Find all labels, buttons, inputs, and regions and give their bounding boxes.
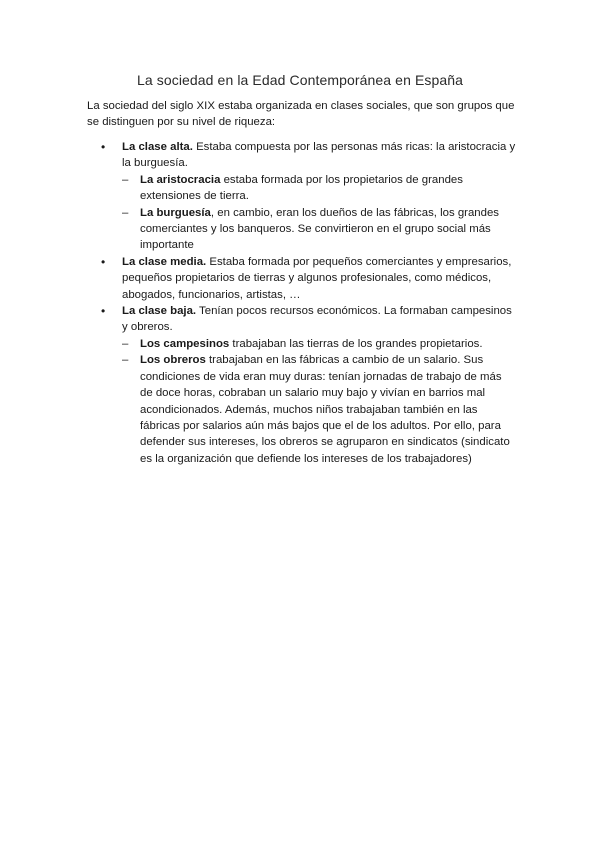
- item-text: Estaba compuesta por las personas más ricas: la aristocracia y la burguesía.: [122, 141, 516, 170]
- social-class-list: [87, 139, 517, 467]
- sub-item-aristocracia: [122, 172, 517, 205]
- sub-item-heading: Los campesinos: [140, 337, 230, 350]
- sub-item-campesinos: [122, 336, 517, 352]
- sub-item-text: trabajaban las tierras de los grandes propietarios.: [229, 337, 483, 350]
- item-heading: La clase media.: [122, 255, 207, 268]
- intro-paragraph: La sociedad del siglo XIX estaba organizada en clases sociales, que son grupos que se distinguen por su nivel de riqueza:: [87, 100, 515, 129]
- list-item-clase-baja: [87, 303, 517, 467]
- sub-item-burguesia: [122, 205, 517, 254]
- list-item-clase-media: [87, 254, 517, 303]
- page-title: La sociedad en la Edad Contemporánea en España: [136, 72, 464, 88]
- sub-item-text: , en cambio, eran los dueños de las fábricas, los grandes comerciantes y los banqueros. Se convirtieron en el grupo social más importante: [140, 206, 500, 252]
- item-heading: La clase baja.: [122, 305, 197, 318]
- list-item-clase-alta: [87, 139, 517, 254]
- sub-list: [122, 172, 517, 254]
- sub-item-obreros: [122, 352, 517, 467]
- item-text: Tenían pocos recursos económicos. La formaban campesinos y obreros.: [122, 305, 512, 334]
- sub-list: [122, 336, 517, 467]
- sub-item-heading: Los obreros: [140, 354, 206, 367]
- sub-item-text: estaba formada por los propietarios de grandes extensiones de tierra.: [140, 173, 463, 203]
- sub-item-heading: La burguesía: [140, 206, 211, 219]
- sub-item-text: trabajaban en las fábricas a cambio de un salario. Sus condiciones de vida eran muy duras: tenían jornadas de trabajo de más de doce horas, cobraban un salario muy bajo y vivían en barrios mal acondicionados. Además, muchos niños trabajaban también en las fábricas por salarios aún más bajos que el de los adultos. Por ello, para defender sus intereses, los obreros se agruparon en sindicatos (sindicato es la organización que defiende los intereses de los trabajadores): [140, 354, 510, 465]
- item-heading: La clase alta.: [122, 141, 193, 153]
- item-text: Estaba formada por pequeños comerciantes y empresarios, pequeños propietarios de tierras y algunos profesionales, como médicos, abogados, funcionarios, artistas, …: [122, 255, 512, 301]
- sub-item-heading: La aristocracia: [140, 173, 221, 186]
